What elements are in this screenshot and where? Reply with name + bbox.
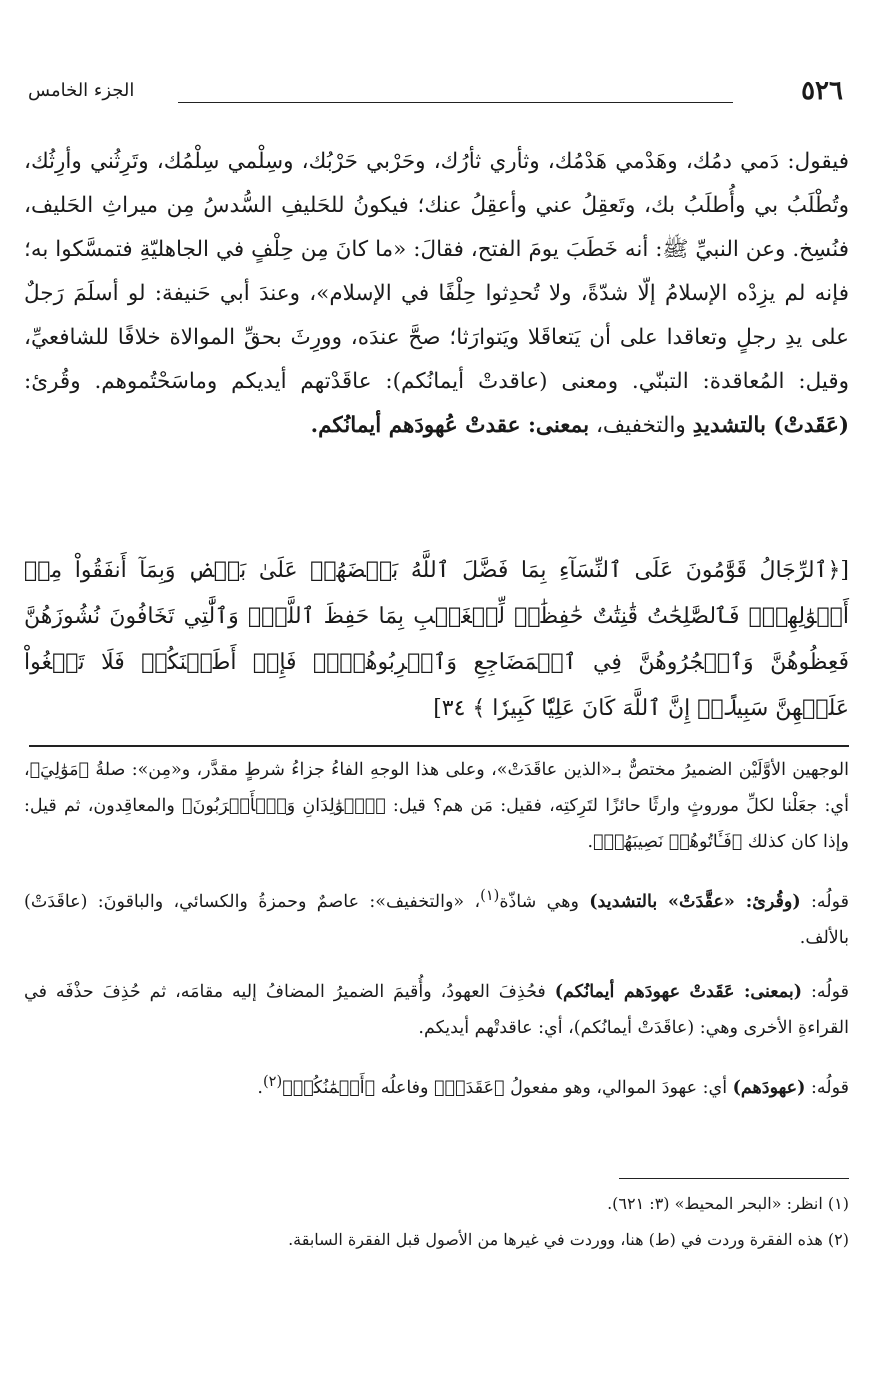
footnote-rule — [619, 1178, 849, 1179]
footnote-2: (٢) هذه الفقرة وردت في (ط) هنا، ووردت في غيرها من الأصول قبل الفقرة السابقة. — [288, 1230, 849, 1249]
p4-text: أي: عهودَ الموالي، وهو مفعولُ ﴿عَقَدَتۡ﴾ وفاعلُه ﴿أَيۡمَٰنُكُمۡ﴾ — [282, 1077, 733, 1098]
p3-text: فحُذِفَ العهودُ، وأُقيمَ الضميرُ المضافُ إليه مقامَه، ثم حُذِفَ حذْفَه في القراءةِ الأخرى وهي: (عاقَدَتْ أيمانُكم)، أي: عاقدتْهم أيديكم. — [24, 981, 849, 1038]
main-bold-1: (عَقَدتْ) بالتشديدِ — [692, 413, 849, 438]
main-mid: والتخفيف، — [589, 413, 693, 438]
main-bold-2: بمعنى: عقدتْ عُهودَهم أيمانُكم. — [310, 413, 590, 438]
footnotes — [24, 1186, 849, 1258]
p4-bold: (عهودَهم) — [732, 1077, 806, 1098]
commentary — [24, 752, 849, 1124]
p2-bold: (وقُرئ: «عقَّدَتْ» بالتشديد) — [589, 891, 801, 912]
p4-tail: . — [257, 1077, 263, 1098]
commentary-p2 — [24, 878, 849, 956]
page-header — [28, 74, 843, 114]
main-paragraph — [24, 140, 849, 448]
verse-text: [﴿ٱلرِّجَالُ قَوَّٰمُونَ عَلَى ٱلنِّسَآءِ بِمَا فَضَّلَ ٱللَّهُ بَعۡضَهُمۡ عَلَىٰ بَعۡضٖ وَبِمَآ أَنفَقُواْ مِنۡ أَمۡوَٰلِهِمۡۚ فَٱلصَّٰلِحَٰتُ قَٰنِتَٰتٌ حَٰفِظَٰتٞ لِّلۡغَيۡبِ بِمَا حَفِظَ ٱللَّهُۚ وَٱلَّٰتِي تَخَافُونَ نُشُوزَهُنَّ فَعِظُوهُنَّ وَٱهۡجُرُوهُنَّ فِي ٱلۡمَضَاجِعِ وَٱضۡرِبُوهُنَّۖ فَإِنۡ أَطَعۡنَكُمۡ فَلَا تَبۡغُواْ عَلَيۡهِنَّ سَبِيلًاۗ إِنَّ ٱللَّهَ كَانَ عَلِيّٗا كَبِيرٗا ﴾ ٣٤] — [24, 558, 849, 721]
main-paragraph-text: فيقول: دَمي دمُك، وهَدْمي هَدْمُك، وثأري ثأرُك، وحَرْبي حَرْبُك، وسِلْمي سِلْمُك، وتَرِثُني وأرِثُك، وتُطْلَبُ بي وأُطلَبُ بك، وتَعقِلُ عني وأعقِلُ عنك؛ فيكونُ للحَليفِ السُّدسُ مِن ميراثِ الحَليف، فنُسِخ. وعن النبيِّ ﷺ: أنه خَطَبَ يومَ الفتح، فقالَ: «ما كانَ مِن حِلْفٍ في الجاهليّةِ فتمسَّكوا به؛ فإنه لم يزِدْه الإسلامُ إلّا شدّةً، ولا تُحدِثوا حِلْفًا في الإسلام»، وعندَ أبي حَنيفة: لو أسلَمَ رَجلٌ على يدِ رجلٍ وتعاقدا على أن يَتعاقَلا ويَتوارَثا؛ صحَّ عندَه، وورِثَ بحقِّ الموالاة خلافًا للشافعيِّ، وقيل: المُعاقدة: التبنّي. ومعنى (عاقدتْ أيمانُكم): عاقَدْتهم أيديكم وماسَحْتُموهم. وقُرئ: — [24, 149, 849, 394]
commentary-p1: الوجهين الأوَّلَيْن الضميرُ مختصٌّ بـ«الذين عاقَدَتْ»، وعلى هذا الوجهِ الفاءُ جزاءُ شرطٍ مقدَّر، و«مِن»: صلةُ ﴿مَوَٰلِيَ﴾، أي: جعَلْنا لكلِّ موروثٍ وارثًا حائزًا لتَرِكتِه، فقيل: مَن هم؟ قيل: ﴿ٱلۡوَٰلِدَانِ وَٱلۡأَقۡرَبُونَ﴾ والمعاقِدون، ثم قيل: وإذا كان كذلك ﴿فَـَٔاتُوهُمۡ نَصِيبَهُمۡ﴾. — [24, 760, 849, 852]
p3-lead: قولُه: — [802, 981, 849, 1002]
main-text — [24, 140, 849, 448]
page-number: ٥٢٦ — [801, 76, 843, 106]
footnote-ref-2[interactable]: (٢) — [262, 1072, 283, 1090]
quran-verse — [24, 548, 849, 732]
p2-lead: قولُه: — [800, 891, 849, 912]
commentary-p3 — [24, 974, 849, 1046]
commentary-p4 — [24, 1064, 849, 1106]
p2-tail: ، «والتخفيف»: عاصمٌ وحمزةُ والكسائي، والباقونَ: (عاقَدَتْ) بالألف. — [24, 891, 849, 948]
p3-bold: (بمعنى: عَقَدتْ عهودَهم أيمانُكم) — [554, 981, 803, 1002]
footnote-ref-1[interactable]: (١) — [480, 887, 500, 904]
p2-text: وهي شاذّة — [499, 891, 590, 912]
part-title: الجزء الخامس — [28, 80, 135, 101]
header-rule — [178, 102, 733, 103]
footnote-1: (١) انظر: «البحر المحيط» (٣: ٦٢١). — [607, 1194, 849, 1213]
p4-lead: قولُه: — [805, 1077, 849, 1098]
commentary-divider — [29, 745, 849, 747]
